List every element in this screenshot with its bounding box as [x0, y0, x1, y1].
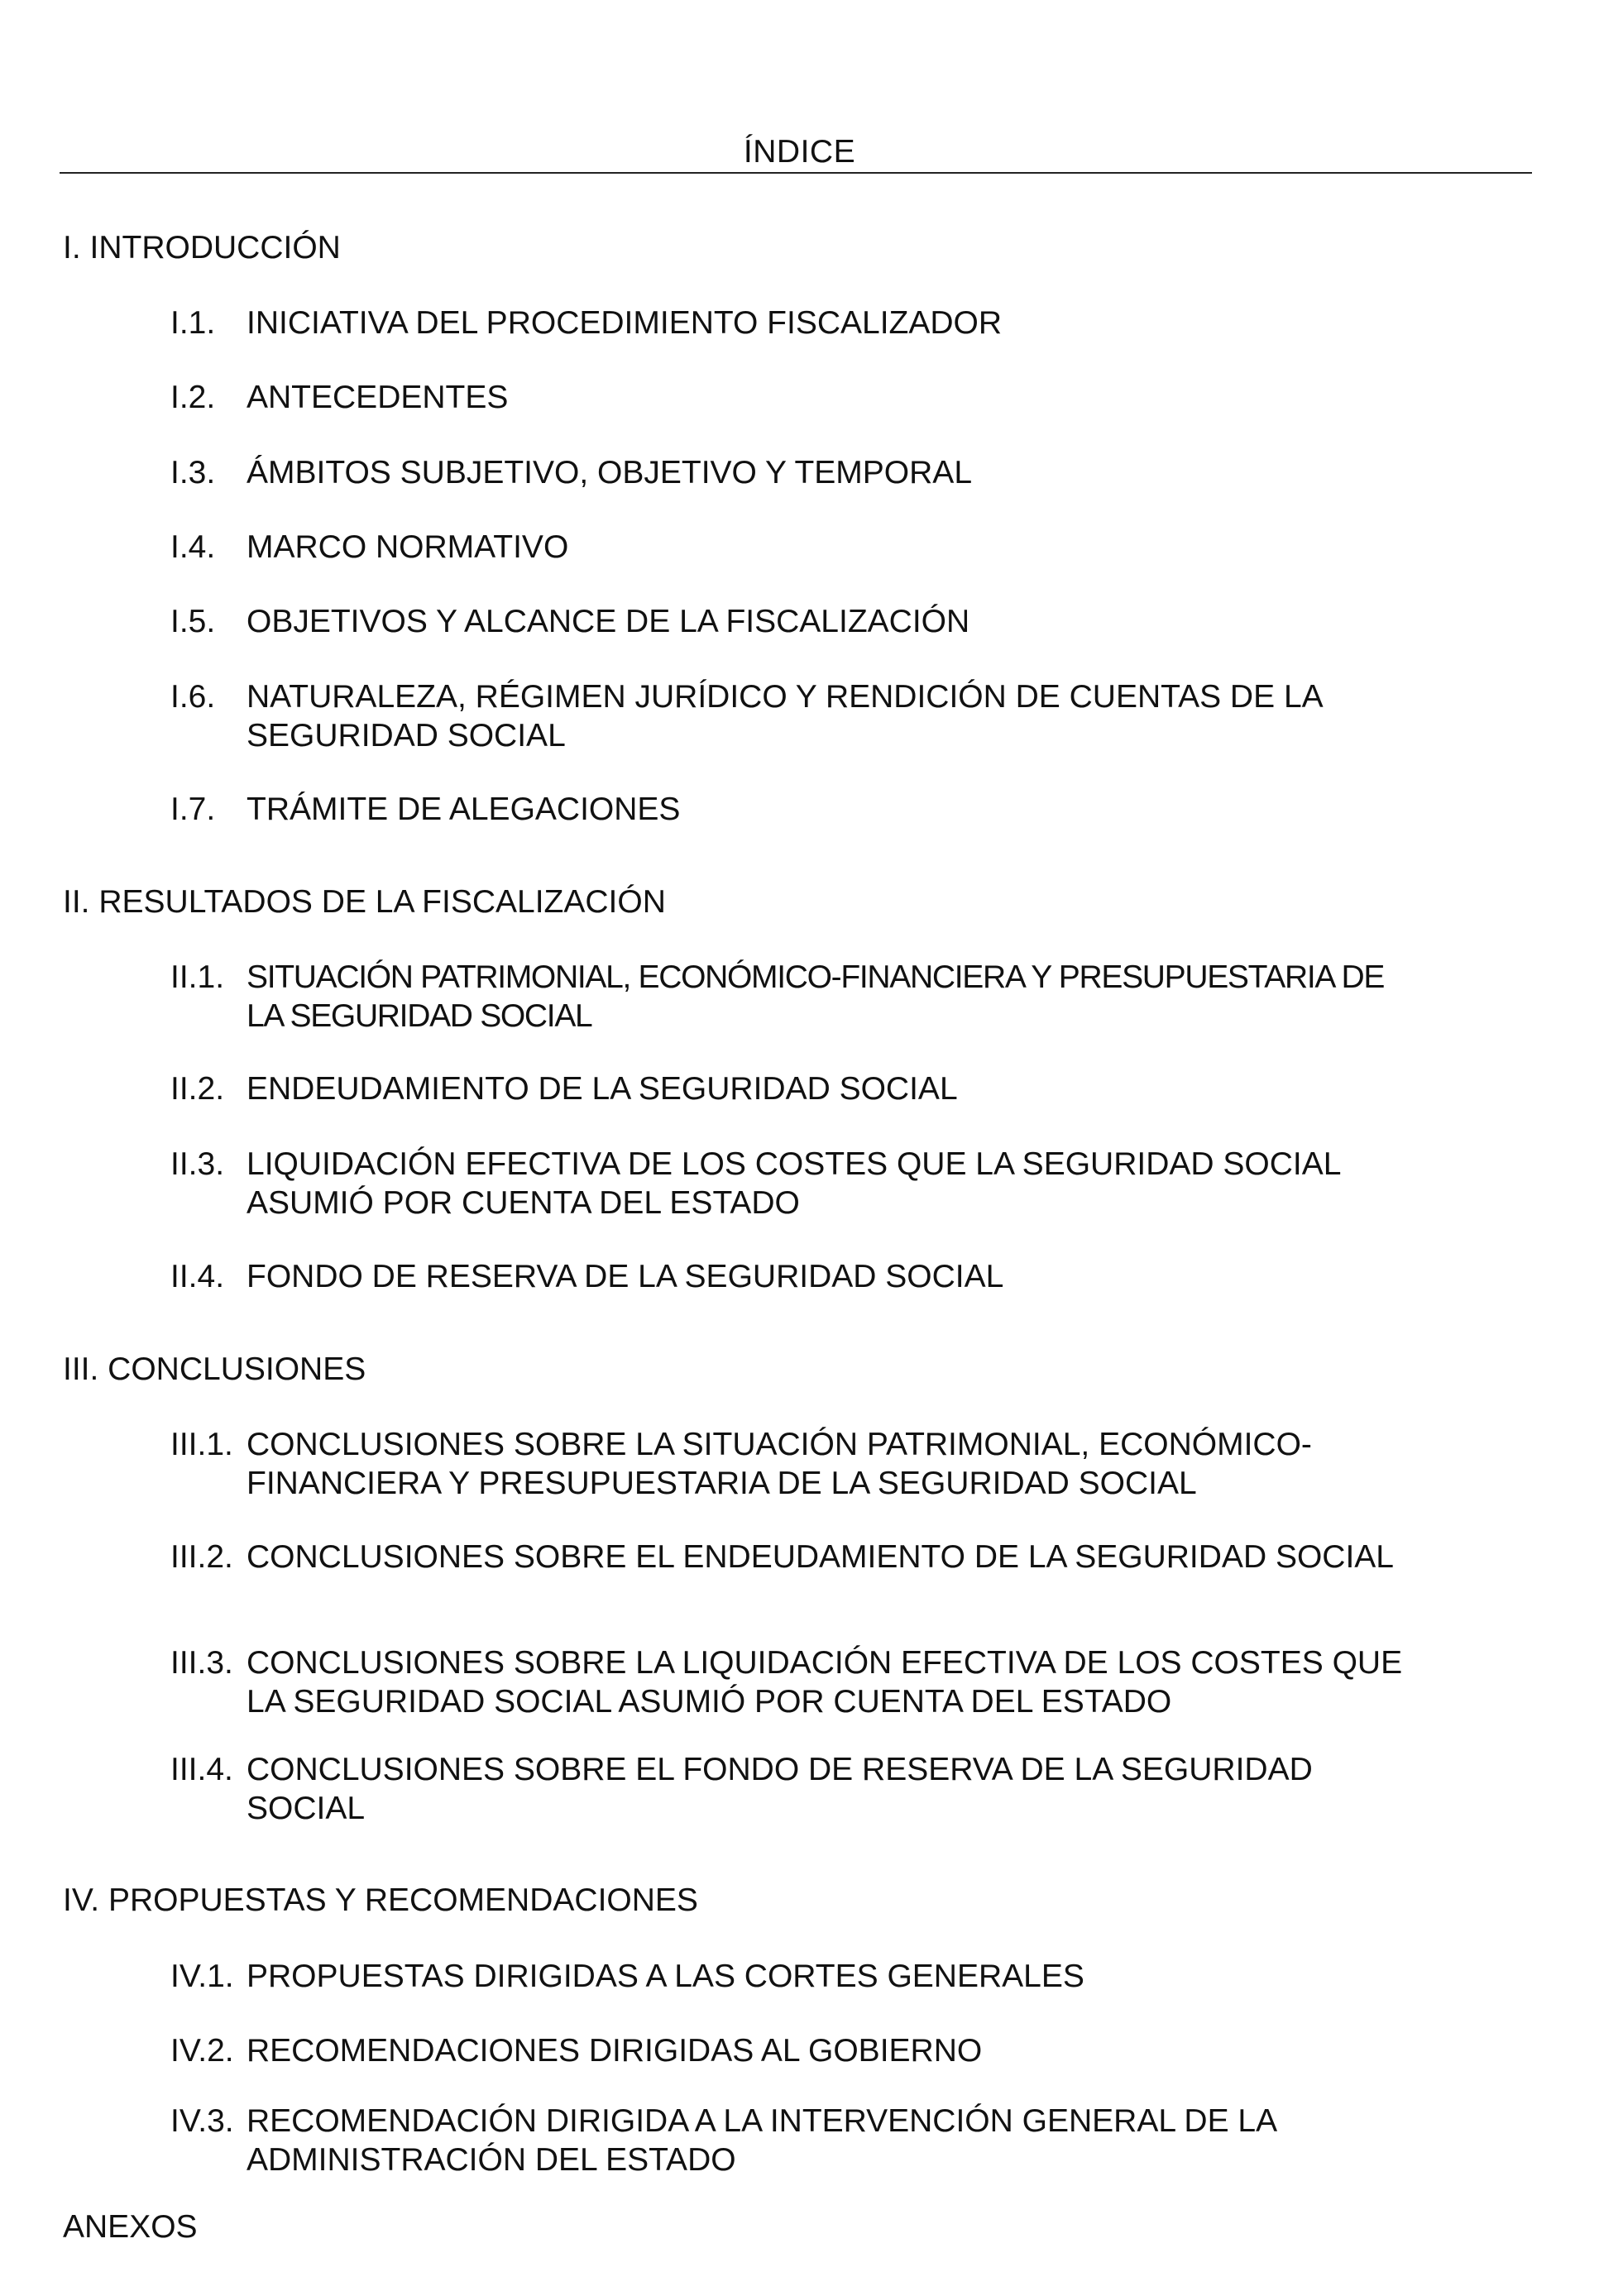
toc-item-label: CONCLUSIONES SOBRE EL FONDO DE RESERVA DE LA SEGURIDAD SOCIAL: [247, 1752, 1313, 1826]
toc-item-number: II.3.: [170, 1146, 225, 1182]
toc-item-ii-3[interactable]: [170, 1145, 1411, 1222]
toc-item-label: SITUACIÓN PATRIMONIAL, ECONÓMICO-FINANCIERA Y PRESUPUESTARIA DE LA SEGURIDAD SOCIAL: [247, 959, 1385, 1034]
toc-item-iii-3[interactable]: [170, 1643, 1411, 1721]
toc-item-i-7[interactable]: [170, 790, 1411, 829]
toc-item-number: I.4.: [170, 529, 216, 565]
toc-section-anexos[interactable]: ANEXOS: [63, 2209, 198, 2245]
toc-item-number: I.6.: [170, 679, 216, 715]
toc-item-number: III.4.: [170, 1752, 233, 1787]
toc-section-propuestas[interactable]: IV. PROPUESTAS Y RECOMENDACIONES: [63, 1882, 698, 1918]
toc-item-label: INICIATIVA DEL PROCEDIMIENTO FISCALIZADOR: [247, 305, 1003, 341]
title-rule: [60, 172, 1532, 174]
toc-item-label: ÁMBITOS SUBJETIVO, OBJETIVO Y TEMPORAL: [247, 455, 973, 490]
toc-item-label: RECOMENDACIONES DIRIGIDAS AL GOBIERNO: [247, 2033, 983, 2069]
toc-item-label: OBJETIVOS Y ALCANCE DE LA FISCALIZACIÓN: [247, 604, 970, 639]
toc-item-label: ANTECEDENTES: [247, 380, 509, 415]
toc-item-number: IV.2.: [170, 2033, 234, 2069]
toc-section-introduccion[interactable]: I. INTRODUCCIÓN: [63, 230, 341, 265]
toc-item-i-5[interactable]: [170, 602, 1411, 641]
toc-item-number: III.3.: [170, 1645, 233, 1681]
toc-item-ii-1[interactable]: [170, 958, 1411, 1036]
toc-item-iv-1[interactable]: [170, 1957, 1411, 1996]
toc-item-number: I.2.: [170, 380, 216, 415]
toc-item-number: II.4.: [170, 1259, 225, 1294]
toc-item-label: MARCO NORMATIVO: [247, 529, 569, 565]
toc-item-number: IV.1.: [170, 1959, 234, 1994]
toc-item-label: CONCLUSIONES SOBRE EL ENDEUDAMIENTO DE LA SEGURIDAD SOCIAL: [247, 1539, 1394, 1575]
toc-item-label: LIQUIDACIÓN EFECTIVA DE LOS COSTES QUE LA SEGURIDAD SOCIAL ASUMIÓ POR CUENTA DEL ESTADO: [247, 1146, 1340, 1221]
toc-item-label: RECOMENDACIÓN DIRIGIDA A LA INTERVENCIÓN GENERAL DE LA ADMINISTRACIÓN DEL ESTADO: [247, 2103, 1276, 2178]
toc-item-number: I.7.: [170, 792, 216, 827]
toc-section-conclusiones[interactable]: III. CONCLUSIONES: [63, 1351, 366, 1387]
toc-item-number: I.5.: [170, 604, 216, 639]
toc-item-iv-3[interactable]: [170, 2102, 1411, 2179]
toc-item-label: CONCLUSIONES SOBRE LA SITUACIÓN PATRIMONIAL, ECONÓMICO-FINANCIERA Y PRESUPUESTARIA DE LA SEGURIDAD SOCIAL: [247, 1427, 1312, 1501]
toc-item-label: FONDO DE RESERVA DE LA SEGURIDAD SOCIAL: [247, 1259, 1004, 1294]
toc-item-i-1[interactable]: [170, 304, 1411, 342]
page-title: ÍNDICE: [743, 134, 856, 170]
toc-item-ii-2[interactable]: [170, 1069, 1411, 1108]
toc-item-label: ENDEUDAMIENTO DE LA SEGURIDAD SOCIAL: [247, 1071, 958, 1107]
toc-item-iii-1[interactable]: [170, 1425, 1411, 1503]
toc-item-label: TRÁMITE DE ALEGACIONES: [247, 792, 681, 827]
toc-item-iii-4[interactable]: [170, 1750, 1411, 1828]
toc-item-label: PROPUESTAS DIRIGIDAS A LAS CORTES GENERALES: [247, 1959, 1084, 1994]
toc-item-i-4[interactable]: [170, 528, 1411, 567]
toc-item-number: I.3.: [170, 455, 216, 490]
toc-item-label: CONCLUSIONES SOBRE LA LIQUIDACIÓN EFECTIVA DE LOS COSTES QUE LA SEGURIDAD SOCIAL ASUMIÓ POR CUENTA DEL ESTADO: [247, 1645, 1403, 1720]
toc-item-number: II.1.: [170, 959, 225, 995]
toc-item-iv-2[interactable]: [170, 2031, 1411, 2070]
toc-item-number: III.2.: [170, 1539, 233, 1575]
toc-item-i-3[interactable]: [170, 453, 1411, 492]
toc-item-i-6[interactable]: [170, 677, 1411, 755]
toc-item-number: II.2.: [170, 1071, 225, 1107]
toc-item-number: I.1.: [170, 305, 216, 341]
toc-item-i-2[interactable]: [170, 378, 1411, 417]
toc-section-resultados[interactable]: II. RESULTADOS DE LA FISCALIZACIÓN: [63, 884, 666, 920]
toc-item-label: NATURALEZA, RÉGIMEN JURÍDICO Y RENDICIÓN DE CUENTAS DE LA SEGURIDAD SOCIAL: [247, 679, 1322, 753]
toc-item-ii-4[interactable]: [170, 1257, 1411, 1296]
toc-item-number: IV.3.: [170, 2103, 234, 2139]
toc-item-iii-2[interactable]: [170, 1538, 1411, 1576]
toc-item-number: III.1.: [170, 1427, 233, 1462]
